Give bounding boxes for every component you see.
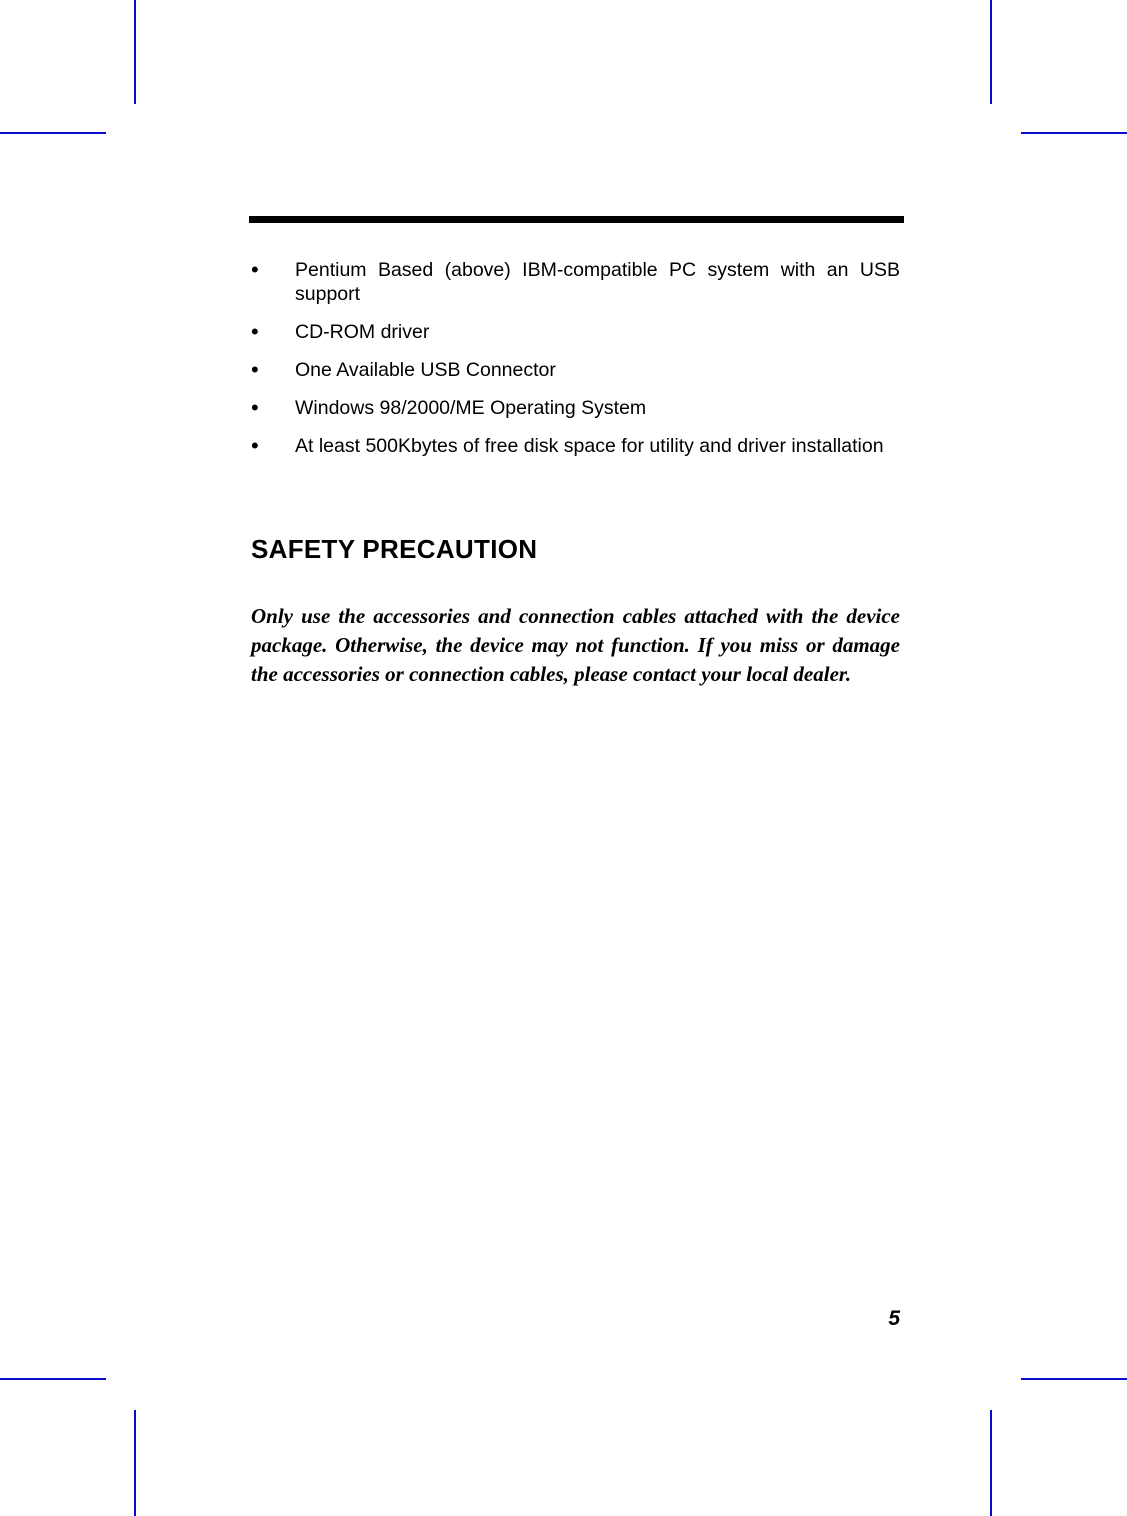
requirement-item — [251, 320, 900, 344]
bullet-icon: • — [251, 319, 259, 344]
crop-mark-top-right-vertical — [990, 0, 992, 104]
crop-mark-bottom-right-vertical — [990, 1410, 992, 1516]
requirement-item — [251, 396, 900, 420]
crop-mark-top-right-horizontal — [1021, 132, 1127, 134]
requirement-text: One Available USB Connector — [295, 359, 556, 381]
crop-mark-top-left-horizontal — [0, 132, 106, 134]
section-heading: SAFETY PRECAUTION — [251, 534, 538, 564]
crop-mark-bottom-left-vertical — [134, 1410, 136, 1516]
requirement-item — [251, 358, 900, 382]
requirement-item — [251, 434, 900, 458]
bullet-icon: • — [251, 357, 259, 382]
bullet-icon: • — [251, 395, 259, 420]
crop-mark-top-left-vertical — [134, 0, 136, 104]
requirement-text: CD-ROM driver — [295, 321, 430, 343]
requirement-text: At least 500Kbytes of free disk space for utility and driver installation — [295, 435, 884, 457]
requirement-text: Windows 98/2000/ME Operating System — [295, 397, 647, 419]
requirement-text: Pentium Based (above) IBM-compatible PC system with an USB support — [295, 259, 900, 305]
header-rule — [249, 216, 904, 223]
requirements-list — [251, 258, 900, 472]
bullet-icon: • — [251, 257, 259, 282]
crop-mark-bottom-right-horizontal — [1021, 1378, 1127, 1380]
crop-mark-bottom-left-horizontal — [0, 1378, 106, 1380]
safety-precaution-text: Only use the accessories and connection cables attached with the device package. Otherwise, the device may not function. If you miss or damage the accessories or connection cables, please contact your local dealer. — [251, 604, 900, 686]
page-number: 5 — [888, 1307, 900, 1330]
requirement-item — [251, 258, 900, 306]
bullet-icon: • — [251, 433, 259, 458]
